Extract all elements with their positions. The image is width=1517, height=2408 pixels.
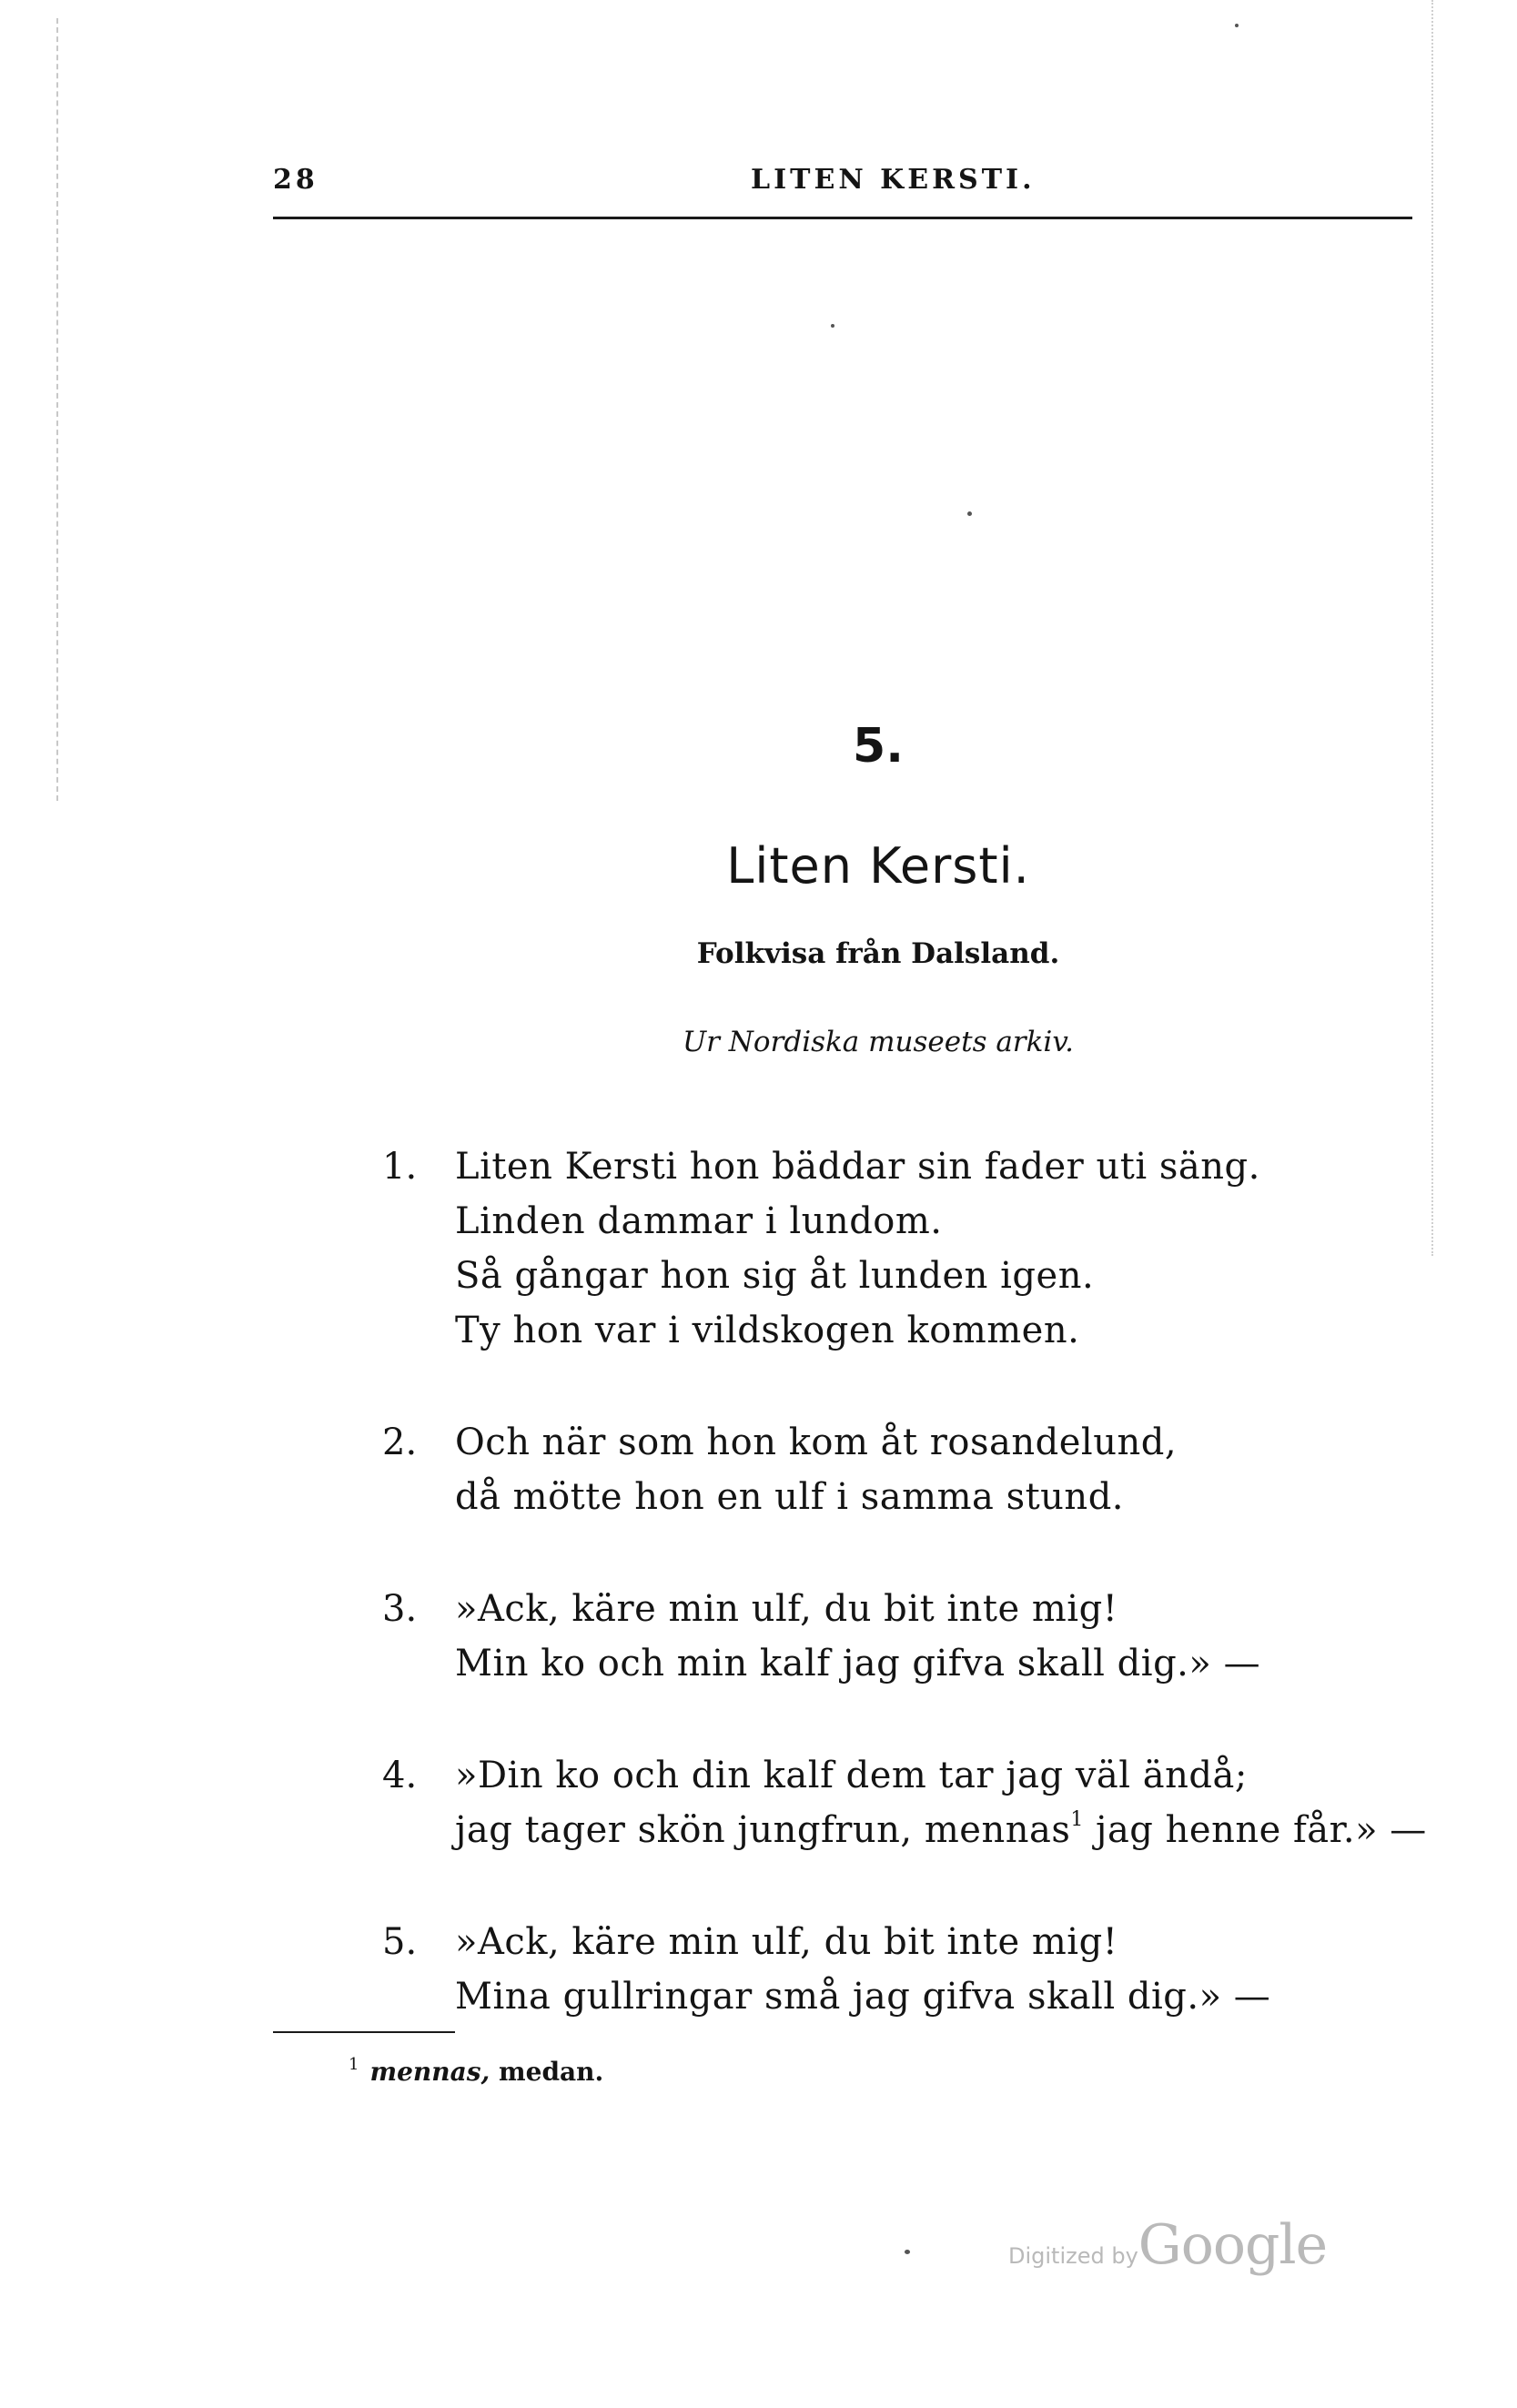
song-title: Liten Kersti.: [726, 837, 1030, 895]
verse-lines: [455, 1139, 1438, 1358]
verses: [382, 1139, 1438, 2081]
verse-line: då mötte hon en ulf i samma stund.: [455, 1476, 1125, 1518]
verse-line: »Din ko och din kalf dem tar jag väl ändå;: [455, 1755, 1248, 1796]
scan-speck: [831, 324, 834, 328]
page-number: 28: [273, 164, 319, 196]
footnote-word: mennas,: [369, 2057, 490, 2087]
scan-edge-left: [56, 18, 58, 801]
scan-speck: [905, 2250, 910, 2254]
verse-number: 4.: [382, 1755, 418, 1796]
verse-line: Så gångar hon sig åt lunden igen.: [455, 1255, 1095, 1297]
verse-number: 5.: [382, 1921, 418, 1963]
verse: [382, 1582, 1438, 1691]
verse-number: 1.: [382, 1146, 418, 1188]
verse-line-with-footnote: [455, 1803, 1438, 1857]
verse: [382, 1748, 1438, 1857]
verse: [382, 1915, 1438, 2024]
verse-line: »Ack, käre min ulf, du bit inte mig!: [455, 1921, 1118, 1963]
verse-line: Ty hon var i vildskogen kommen.: [455, 1310, 1080, 1351]
verse-line: Liten Kersti hon bäddar sin fader uti säng.: [455, 1146, 1260, 1188]
verse-number: 3.: [382, 1588, 418, 1630]
verse-number: 2.: [382, 1422, 418, 1463]
header-rule: [273, 217, 1412, 219]
verse-line: Linden dammar i lundom.: [455, 1200, 943, 1242]
verse-line: Min ko och min kalf jag gifva skall dig.» —: [455, 1643, 1261, 1685]
verse-lines: [455, 1748, 1438, 1857]
verse-lines: [455, 1582, 1438, 1691]
scan-speck: [1235, 24, 1239, 27]
song-source: Ur Nordiska museets arkiv.: [682, 1026, 1075, 1058]
footnote: [349, 2055, 603, 2087]
digitized-watermark: [1008, 2213, 1327, 2277]
verse-line: Och när som hon kom åt rosandelund,: [455, 1422, 1178, 1463]
song-subtitle: Folkvisa från Dalsland.: [696, 937, 1060, 970]
line-text-after-note: jag henne får.» —: [1083, 1809, 1427, 1851]
footnote-rule: [273, 2031, 455, 2033]
song-number: 5.: [853, 719, 904, 774]
scan-speck: [967, 511, 972, 516]
google-logo: Google: [1138, 2213, 1328, 2277]
verse: [382, 1139, 1438, 1358]
scan-edge-right: [1431, 0, 1433, 1256]
verse-line: Mina gullringar små jag gifva skall dig.» —: [455, 1976, 1271, 2018]
verse-lines: [455, 1915, 1438, 2024]
running-title: LITEN KERSTI.: [751, 164, 1036, 196]
line-text-before-note: jag tager skön jungfrun, mennas: [455, 1809, 1071, 1851]
verse-line: »Ack, käre min ulf, du bit inte mig!: [455, 1588, 1118, 1630]
running-head: [273, 164, 1411, 206]
footnote-gloss: medan.: [499, 2057, 604, 2087]
watermark-prefix: Digitized by: [1008, 2243, 1138, 2269]
verse-lines: [455, 1415, 1438, 1524]
footnote-marker: 1: [349, 2055, 359, 2074]
verse: [382, 1415, 1438, 1524]
footnote-reference: 1: [1070, 1808, 1084, 1831]
